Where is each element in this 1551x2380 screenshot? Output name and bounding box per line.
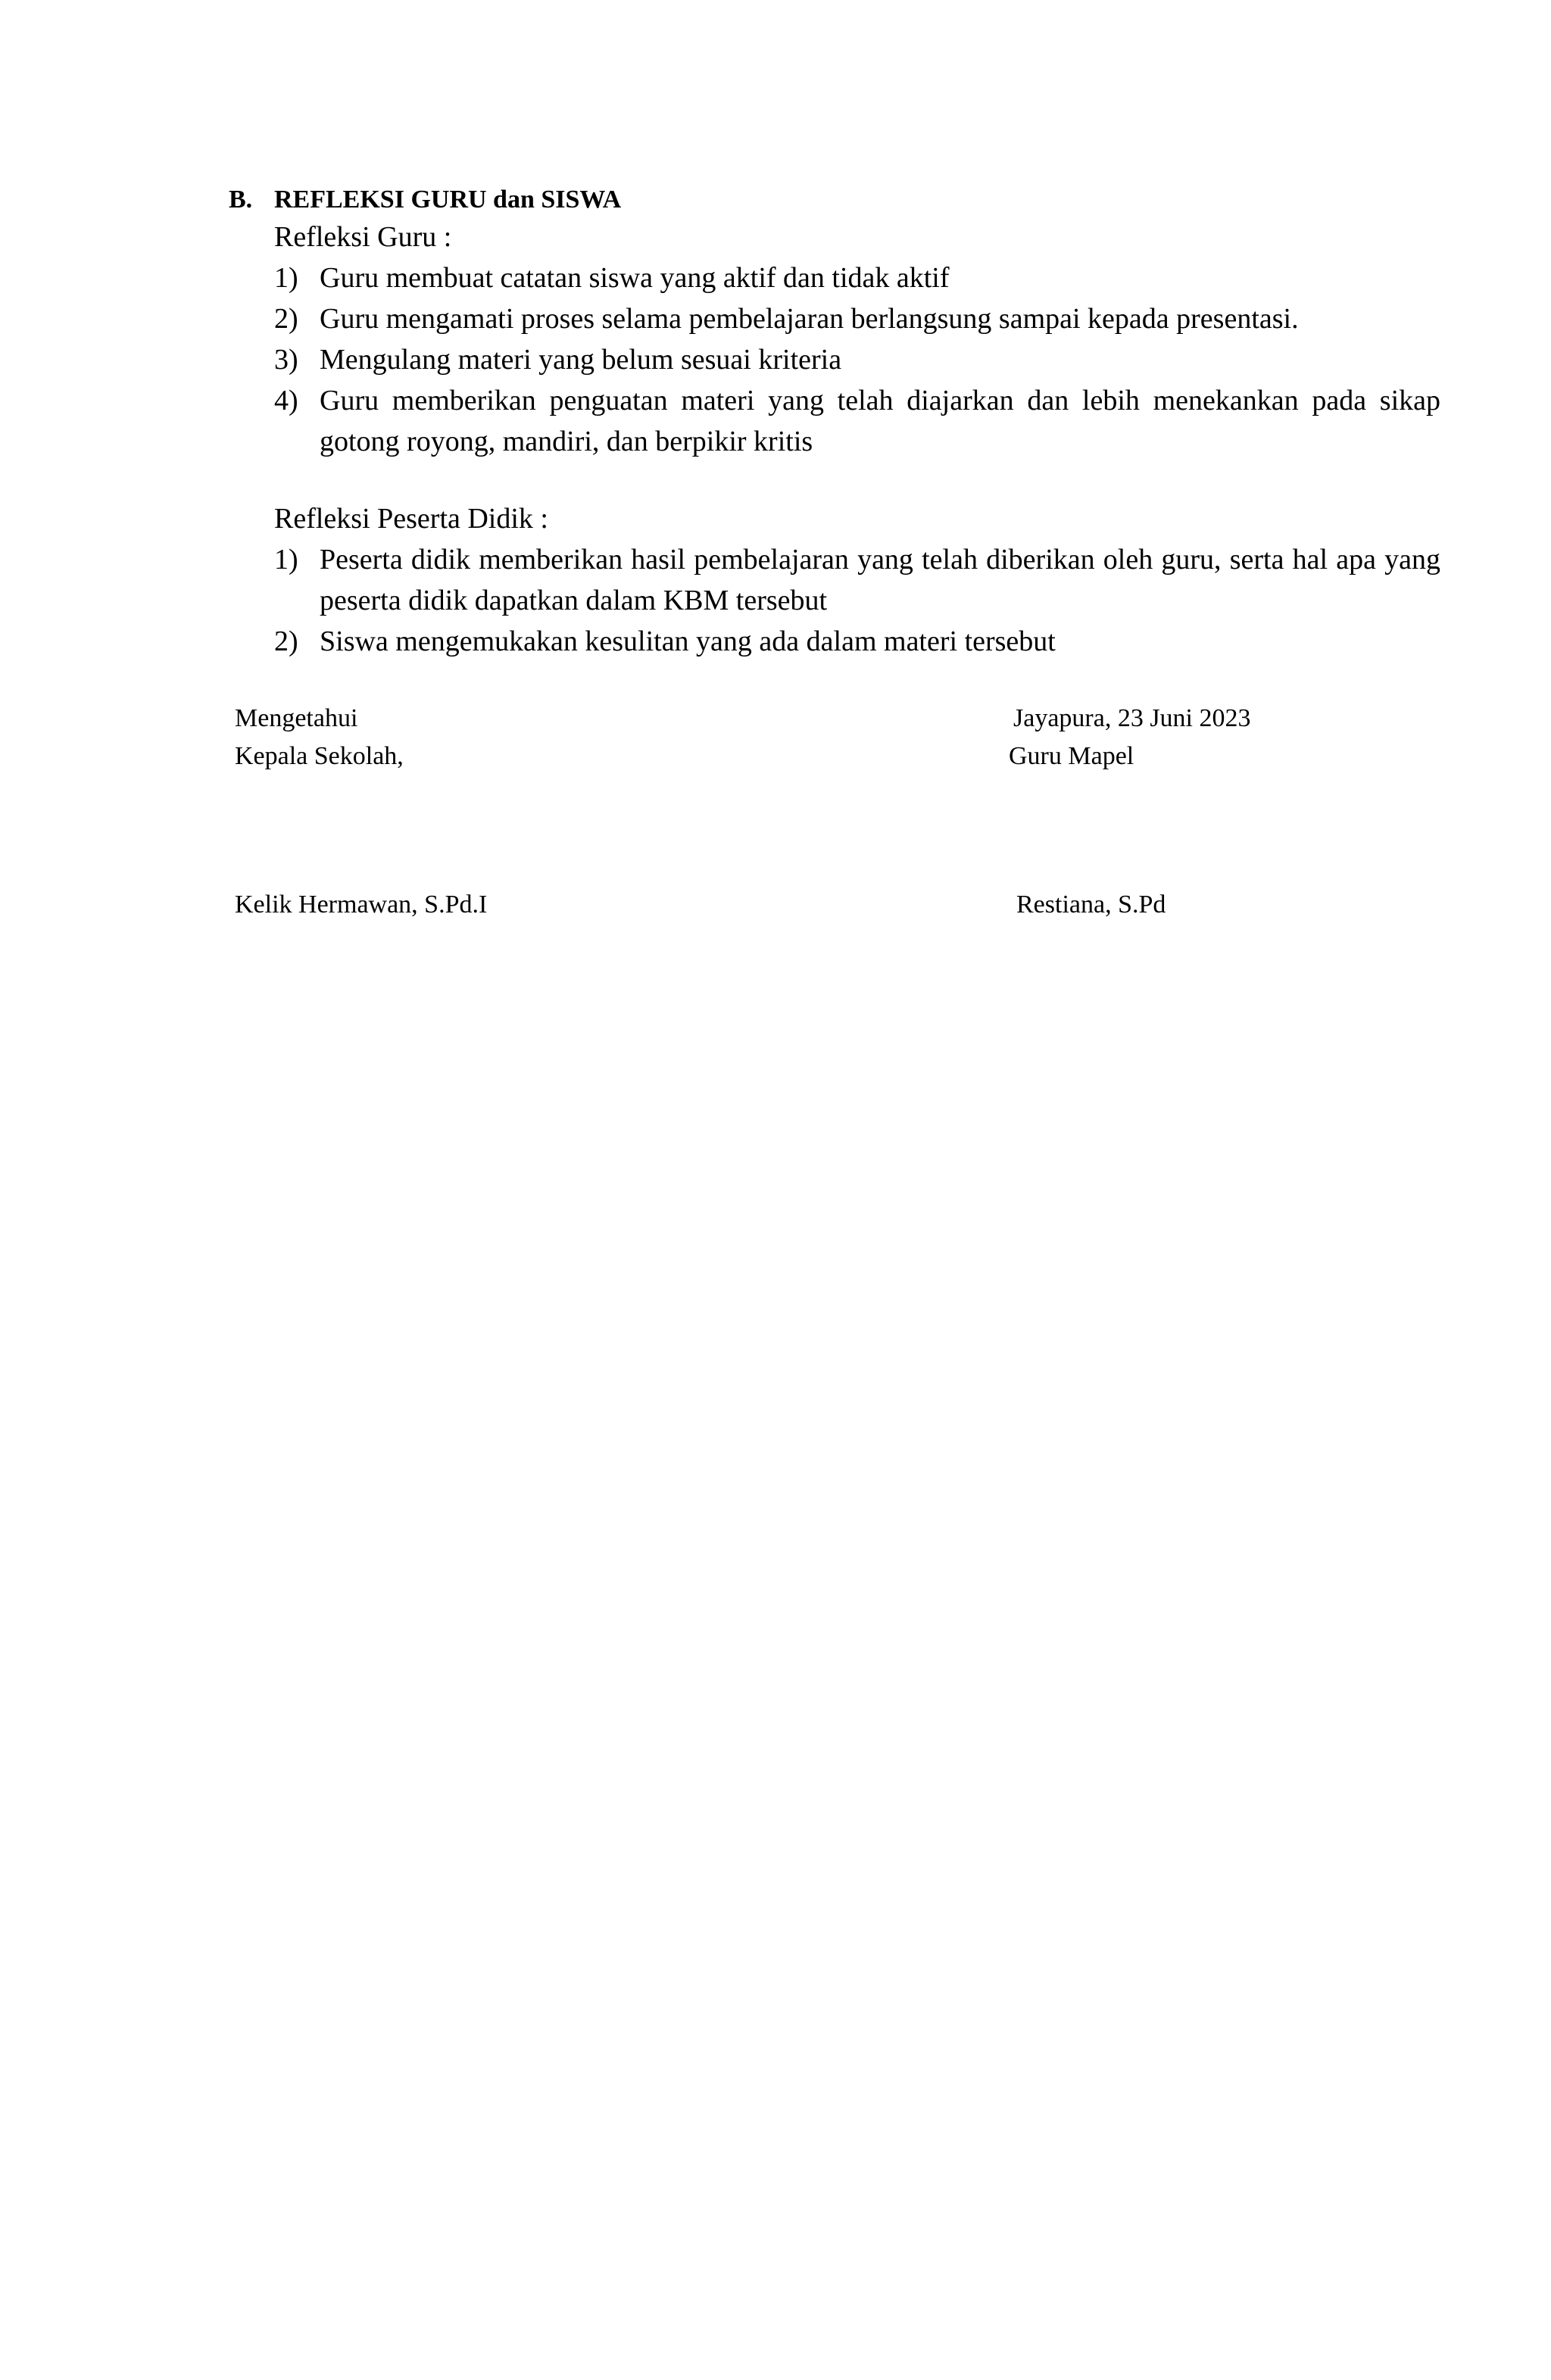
list-item-number: 3): [274, 344, 298, 376]
list-item: [274, 380, 1440, 462]
list-item: [274, 539, 1440, 621]
list-item-text: Guru memberikan penguatan materi yang telah diajarkan dan lebih menekankan pada sikap gotong royong, mandiri, dan berpikir kritis: [320, 385, 1440, 457]
refleksi-peserta-list: [274, 539, 1440, 662]
signature-principal-role: Kepala Sekolah,: [235, 742, 404, 770]
refleksi-guru-block: [274, 217, 1440, 462]
signature-place-date: Jayapura, 23 Juni 2023: [1013, 704, 1251, 732]
signature-principal-name: Kelik Hermawan, S.Pd.I: [235, 891, 488, 919]
list-item-number: 2): [274, 303, 298, 335]
refleksi-guru-list: [274, 257, 1440, 462]
list-item-number: 2): [274, 625, 298, 657]
refleksi-peserta-heading: Refleksi Peserta Didik :: [274, 503, 548, 535]
signature-teacher-name: Restiana, S.Pd: [1016, 891, 1166, 919]
signature-acknowledged-label: Mengetahui: [235, 704, 358, 732]
list-item-number: 1): [274, 544, 298, 576]
list-item-number: 4): [274, 385, 298, 416]
list-item-text: Siswa mengemukakan kesulitan yang ada dalam materi tersebut: [320, 625, 1056, 657]
list-item-text: Guru mengamati proses selama pembelajaran berlangsung sampai kepada presentasi.: [320, 303, 1299, 335]
list-item: [274, 621, 1440, 662]
list-item-text: Mengulang materi yang belum sesuai kriteria: [320, 344, 842, 376]
list-item: [274, 257, 1440, 298]
list-item: [274, 339, 1440, 380]
list-item-number: 1): [274, 262, 298, 294]
section-letter: B.: [229, 186, 253, 214]
section-heading: [229, 183, 621, 217]
list-item-text: Guru membuat catatan siswa yang aktif dan tidak aktif: [320, 262, 950, 294]
signature-teacher-role: Guru Mapel: [1009, 742, 1134, 770]
refleksi-guru-heading: Refleksi Guru :: [274, 221, 452, 253]
section-title: REFLEKSI GURU dan SISWA: [274, 186, 622, 214]
list-item: [274, 298, 1440, 339]
refleksi-peserta-block: [274, 498, 1440, 662]
list-item-text: Peserta didik memberikan hasil pembelajaran yang telah diberikan oleh guru, serta hal apa yang peserta didik dapatkan dalam KBM tersebut: [320, 544, 1440, 616]
